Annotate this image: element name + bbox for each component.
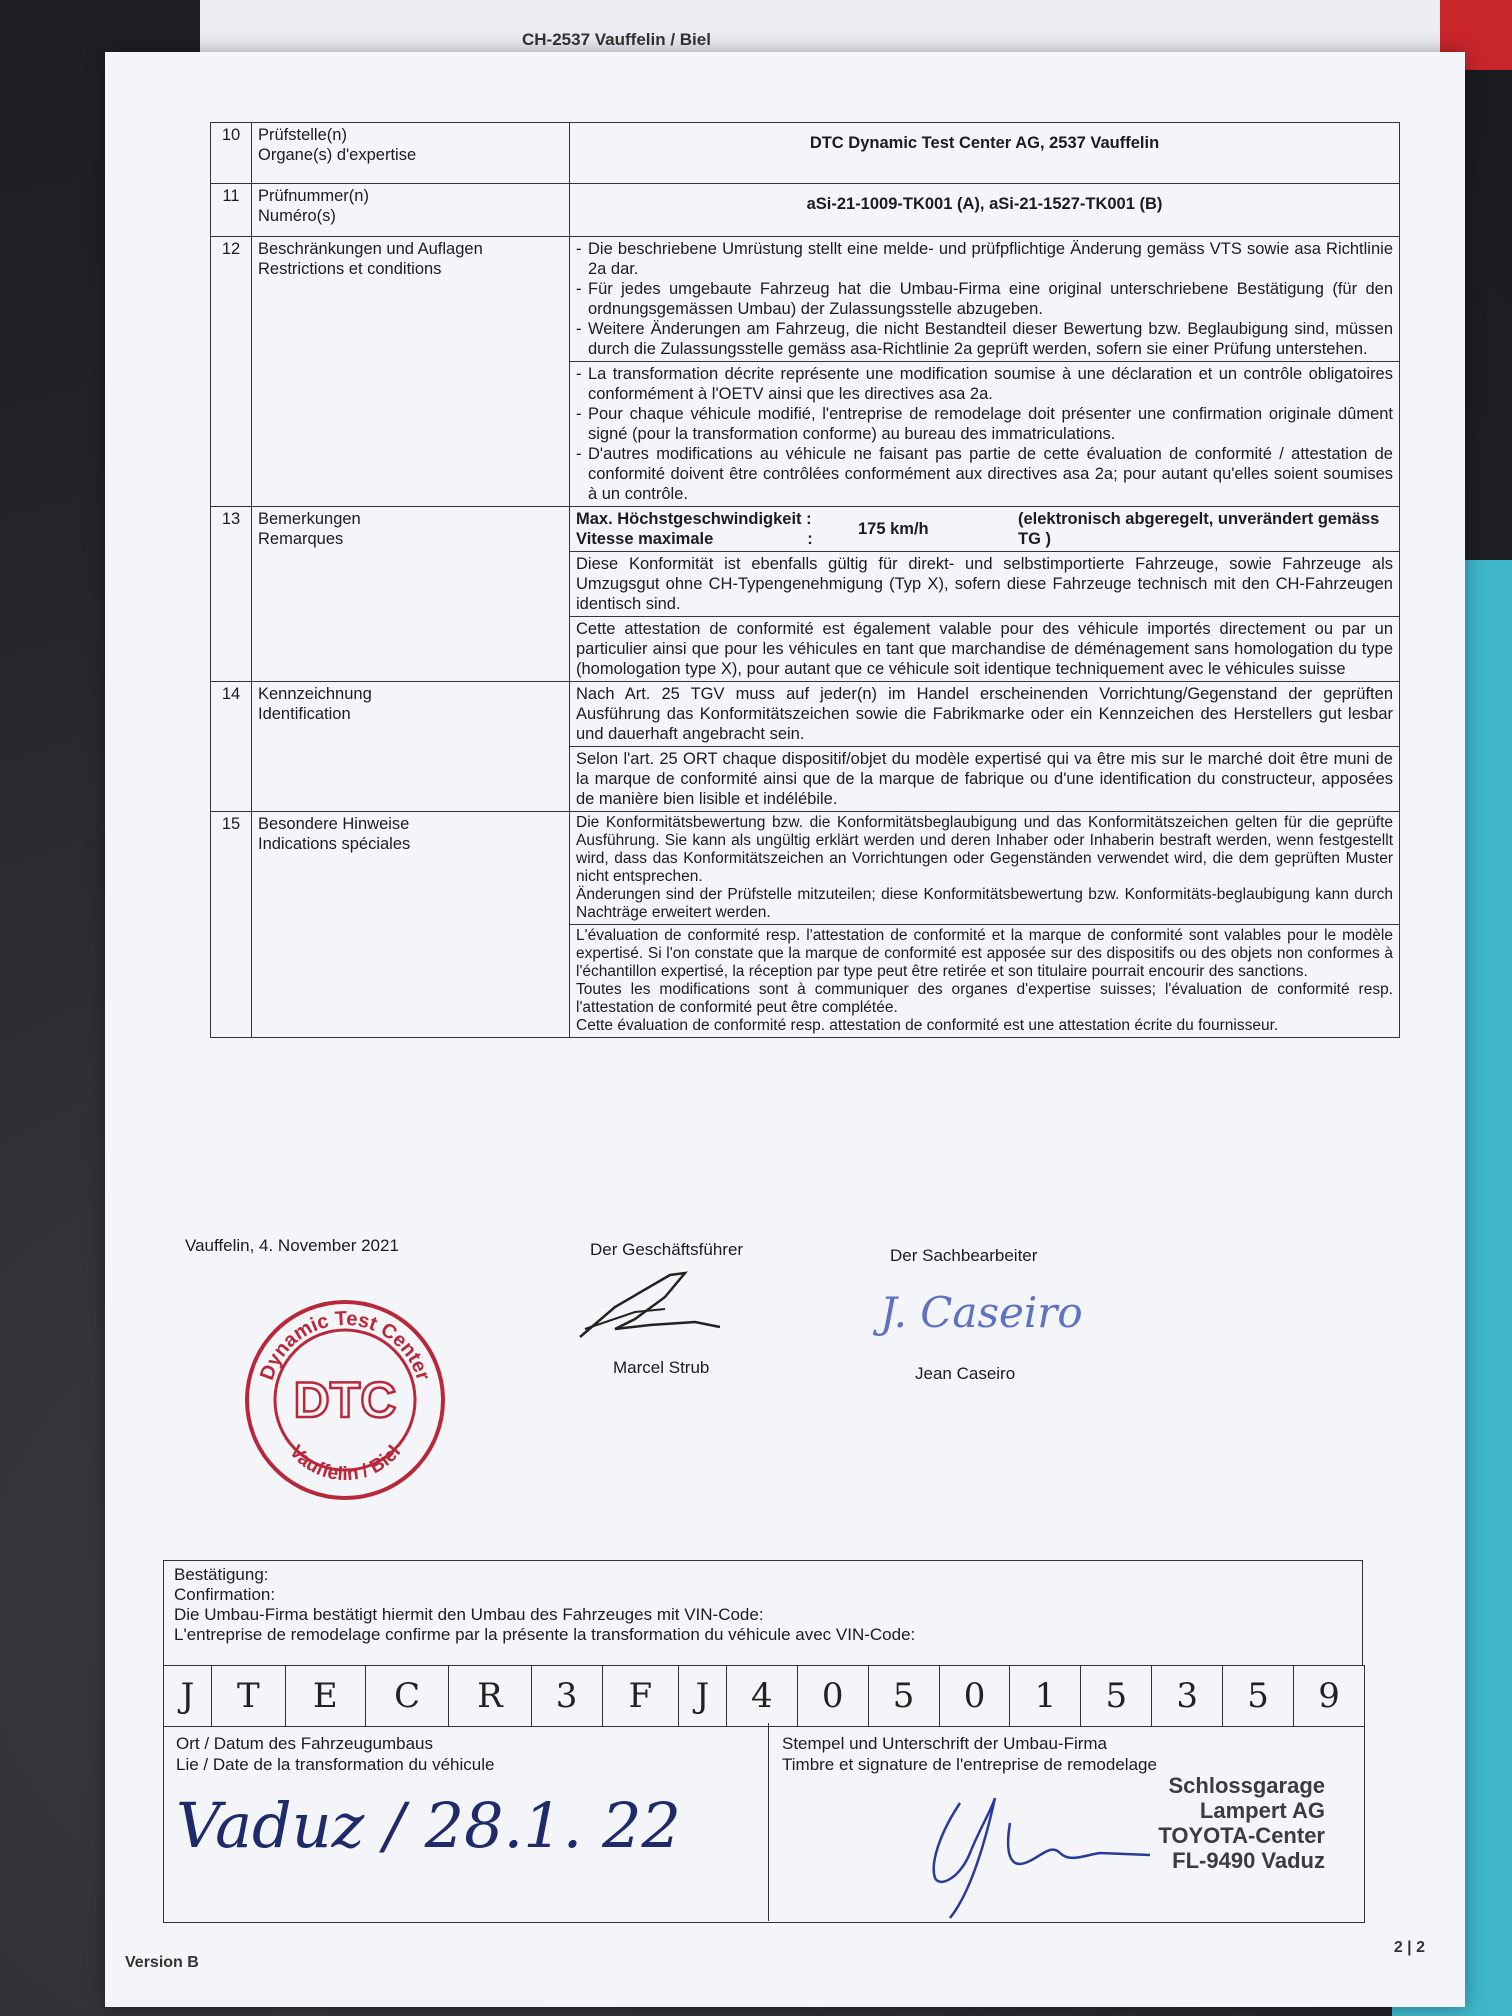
label-de: Ort / Datum des Fahrzeugumbaus	[176, 1734, 434, 1753]
ceo-name: Marcel Strub	[613, 1358, 710, 1377]
row-10	[211, 123, 1400, 184]
stamp-bottom-text: Vauffelin / Biel	[284, 1441, 406, 1486]
row-number: 14	[211, 682, 252, 812]
clerk-name: Jean Caseiro	[915, 1364, 1016, 1383]
ceo-signature-icon	[575, 1267, 725, 1357]
conversion-stamp-signature	[770, 1723, 1365, 1921]
label-fr: Indications spéciales	[258, 835, 411, 853]
speed-colon: :	[807, 530, 813, 548]
row-label	[252, 184, 570, 237]
row-label	[252, 237, 570, 507]
label-de: Stempel und Unterschrift der Umbau-Firma	[782, 1734, 1108, 1753]
test-center-value: DTC Dynamic Test Center AG, 2537 Vauffelin	[570, 123, 1400, 184]
garage-line: TOYOTA-Center	[1158, 1823, 1325, 1848]
document-page	[105, 52, 1465, 2007]
label-fr: Timbre et signature de l'entreprise de remodelage	[782, 1755, 1157, 1774]
label-fr: Organe(s) d'expertise	[258, 146, 417, 164]
restriction-item: - Weitere Änderungen am Fahrzeug, die nicht Bestandteil dieser Bewertung bzw. Beglaubigung sind, müssen durch die Zulassungsstelle gemäss asa-Richtlinie 2a geprüft werden, sofern sie einer Prüfung unterstehen.	[588, 319, 1393, 359]
row-label	[252, 682, 570, 812]
max-speed	[570, 507, 1400, 552]
label-fr: Remarques	[258, 530, 344, 548]
vin-char: C	[365, 1666, 448, 1727]
row-11	[211, 184, 1400, 237]
speed-value: 175 km/h	[858, 520, 929, 538]
vin-char: J	[679, 1666, 727, 1727]
remark-de: Diese Konformität ist ebenfalls gültig für direkt- und selbstimportierte Fahrzeuge, sowie Fahrzeuge als Umzugsgut ohne CH-Typengenehmigung (Typ X), sofern diese Fahrzeuge technisch mit den CH-Fahrzeugen identisch sind.	[570, 552, 1400, 617]
row-number: 12	[211, 237, 252, 507]
vin-char: E	[285, 1666, 365, 1727]
label-de: Bemerkungen	[258, 510, 361, 528]
identification-de: Nach Art. 25 TGV muss auf jeder(n) im Handel erscheinenden Vorrichtung/Gegenstand der geprüften Ausführung das Konformitätszeichen sowie die Fabrikmarke oder ein Kennzeichen des Herstellers gut lesbar und dauerhaft angebracht sein.	[570, 682, 1400, 747]
speed-label-fr: Vitesse maximale	[576, 530, 714, 548]
vin-char: 9	[1294, 1666, 1365, 1727]
note-paragraph: L'évaluation de conformité resp. l'attestation de conformité et la marque de conformité sont valables pour le modèle expertisé. Si l'on constate que la marque de conformité est apposée sur des dispositifs ou des objets non conformes à l'échantillon expertisé, la réception par type peut être retirée et son titulaire pourrait encourir des sanctions.	[576, 927, 1393, 980]
note-paragraph: Cette évaluation de conformité resp. attestation de conformité est une attestation écrite du fournisseur.	[576, 1017, 1279, 1034]
confirmation-line: Confirmation:	[174, 1585, 276, 1604]
ceo-title: Der Geschäftsführer	[590, 1240, 744, 1259]
row-number: 15	[211, 812, 252, 1038]
clerk-handwriting: J. Caseiro	[880, 1288, 1083, 1337]
label-fr: Identification	[258, 705, 351, 723]
note-paragraph: Die Konformitätsbewertung bzw. die Konformitätsbeglaubigung und das Konformitätszeichen gelten für die geprüfte Ausführung. Sie kann als ungültig erklärt werden und deren Inhaber oder Inhaberin bestraft werden, wenn festgestellt wird, dass das Konformitätszeichen an Vorrichtungen oder Gegenständen verwendet wird, die dem geprüften Muster nicht entsprechen.	[576, 814, 1393, 885]
page-number: 2 | 2	[1393, 1939, 1425, 1956]
test-number-value: aSi-21-1009-TK001 (A), aSi-21-1527-TK001 (B)	[570, 184, 1400, 237]
remark-fr: Cette attestation de conformité est également valable pour des véhicule importés directement ou par un particulier ainsi que pour les véhicules en tant que marchandise de déménagement sans homologation du type (homologation type X), pour autant que ce véhicule soit identique techniquement avec le véhicules suisse	[570, 617, 1400, 682]
label-fr: Numéro(s)	[258, 207, 336, 225]
vin-char: 3	[1152, 1666, 1223, 1727]
vin-char: 0	[797, 1666, 868, 1727]
vin-char: 1	[1010, 1666, 1081, 1727]
place-date: Vauffelin, 4. November 2021	[185, 1236, 399, 1255]
back-sheet-text: CH-2537 Vauffelin / Biel	[522, 30, 711, 49]
vin-code-table	[163, 1665, 1365, 1727]
vin-char: 4	[726, 1666, 797, 1727]
row-label	[252, 812, 570, 1038]
dtc-stamp-icon	[240, 1295, 450, 1505]
speed-note: (elektronisch abgeregelt, unverändert gemäss TG )	[1018, 510, 1380, 548]
vin-char: 3	[531, 1666, 602, 1727]
confirmation-line: L'entreprise de remodelage confirme par la présente la transformation du véhicule avec VIN-Code:	[174, 1625, 916, 1644]
conversion-details-box	[163, 1723, 1365, 1923]
row-12	[211, 237, 1400, 362]
label-fr: Lie / Date de la transformation du véhicule	[176, 1755, 495, 1774]
restrictions-fr	[570, 362, 1400, 507]
vin-char: F	[602, 1666, 679, 1727]
garage-line: Lampert AG	[1199, 1798, 1325, 1823]
label-fr: Restrictions et conditions	[258, 260, 442, 278]
form-table	[210, 122, 1400, 1038]
garage-signature-icon	[900, 1783, 1160, 1923]
label-de: Prüfnummer(n)	[258, 187, 369, 205]
special-notes-de	[570, 812, 1400, 925]
restriction-item: - Die beschriebene Umrüstung stellt eine melde- und prüfpflichtige Änderung gemäss VTS sowie asa Richtlinie 2a dar.	[588, 239, 1393, 279]
vin-char: 5	[1081, 1666, 1152, 1727]
vin-char: 5	[868, 1666, 939, 1727]
row-14	[211, 682, 1400, 747]
special-notes-fr	[570, 925, 1400, 1038]
restriction-item: - Pour chaque véhicule modifié, l'entreprise de remodelage doit présenter une confirmation originale dûment signé (pour la transformation conforme) au bureau des immatriculations.	[588, 404, 1393, 444]
row-number: 10	[211, 123, 252, 184]
restriction-item: - D'autres modifications au véhicule ne faisant pas partie de cette évaluation de conformité / attestation de conformité doivent être contrôlées conformément aux directives asa 2a; pour autant qu'elles soient soumises à un contrôle.	[588, 444, 1393, 504]
label-de: Beschränkungen und Auflagen	[258, 240, 483, 258]
garage-line: FL-9490 Vaduz	[1172, 1848, 1325, 1873]
identification-fr: Selon l'art. 25 ORT chaque dispositif/objet du modèle expertisé qui va être mis sur le marché doit être muni de la marque de conformité ainsi que de la marque de fabrique ou d'une identification du constructeur, apposées de manière bien lisible et indélébile.	[570, 747, 1400, 812]
restrictions-de	[570, 237, 1400, 362]
restriction-item: - Für jedes umgebaute Fahrzeug hat die Umbau-Firma eine original unterschriebene Bestätigung (für den ordnungsgemässen Umbau) der Zulassungsstelle abzugeben.	[588, 279, 1393, 319]
row-number: 11	[211, 184, 252, 237]
version-label: Version B	[125, 1954, 199, 1971]
restriction-item: - La transformation décrite représente une modification soumise à une déclaration et un contrôle obligatoires conformément à l'OETV ainsi que les directives asa 2a.	[588, 364, 1393, 404]
note-paragraph: Änderungen sind der Prüfstelle mitzuteilen; diese Konformitätsbewertung bzw. Konformitäts-beglaubigung kann durch Nachträge erweitert werden.	[576, 886, 1393, 921]
garage-stamp	[1158, 1773, 1325, 1873]
speed-label-de: Max. Höchstgeschwindigkeit :	[576, 510, 812, 528]
handwritten-place-date: Vaduz / 28.1. 22	[176, 1789, 681, 1862]
row-label	[252, 507, 570, 682]
vin-char: J	[164, 1666, 212, 1727]
clerk-title: Der Sachbearbeiter	[890, 1246, 1038, 1265]
stamp-top-text: Dynamic Test Center	[256, 1307, 434, 1383]
row-label	[252, 123, 570, 184]
confirmation-box	[163, 1560, 1363, 1666]
label-de: Kennzeichnung	[258, 685, 372, 703]
vin-char: R	[449, 1666, 531, 1727]
conversion-place-date	[164, 1723, 769, 1921]
stamp-logo: DTC	[293, 1372, 397, 1428]
confirmation-line: Bestätigung:	[174, 1565, 269, 1584]
vin-char: T	[211, 1666, 285, 1727]
svg-text:Vauffelin / Biel	[285, 1441, 405, 1485]
label-de: Prüfstelle(n)	[258, 126, 347, 144]
label-de: Besondere Hinweise	[258, 815, 410, 833]
confirmation-line: Die Umbau-Firma bestätigt hiermit den Umbau des Fahrzeuges mit VIN-Code:	[174, 1605, 764, 1624]
row-number: 13	[211, 507, 252, 682]
vin-char: 5	[1223, 1666, 1294, 1727]
row-15	[211, 812, 1400, 925]
row-13	[211, 507, 1400, 552]
vin-char: 0	[939, 1666, 1010, 1727]
garage-line: Schlossgarage	[1168, 1773, 1325, 1798]
note-paragraph: Toutes les modifications sont à communiquer des organes d'expertise suisses; l'évaluation de conformité resp. l'attestation de conformité peut être complétée.	[576, 981, 1393, 1016]
